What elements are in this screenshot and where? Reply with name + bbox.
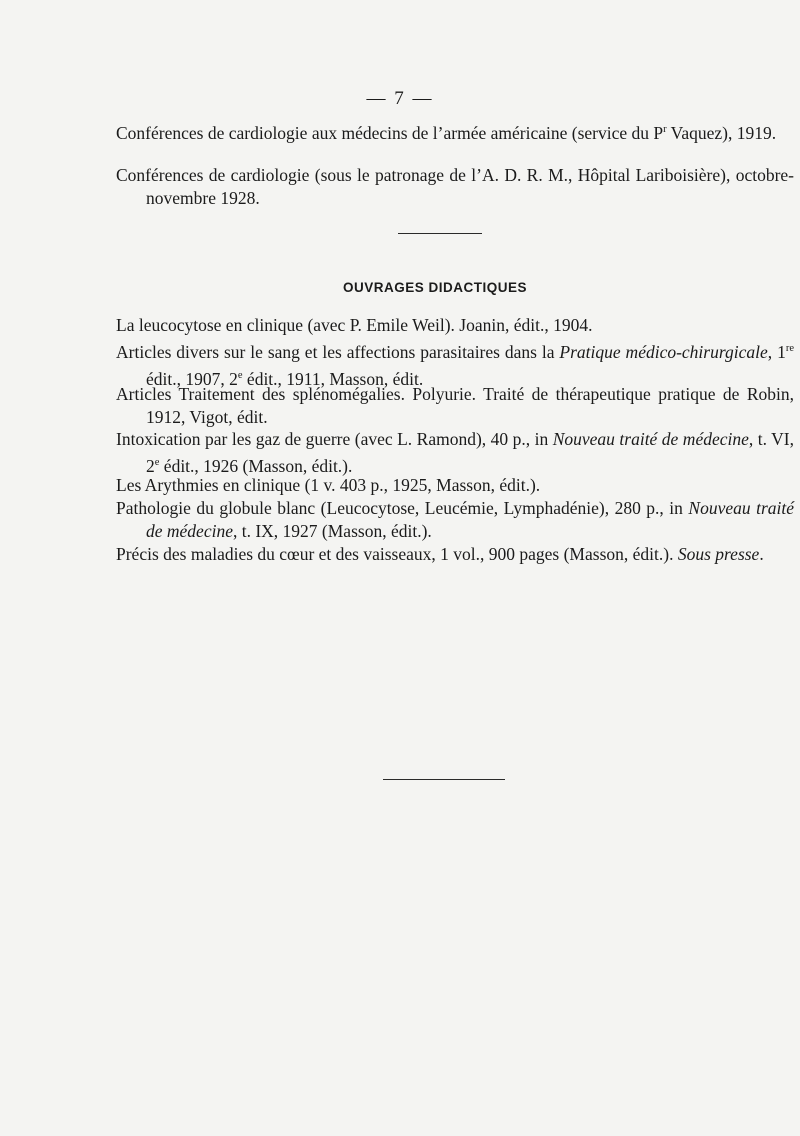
entry-text: La leucocytose en clinique (avec P. Emile Weil). Joanin, édit., 1904. (116, 315, 593, 335)
work-entry-4 (116, 428, 794, 478)
italic-title: Nouveau traité de médecine (146, 498, 794, 541)
entry-text: , 1 (767, 341, 786, 362)
entry-text: Pathologie du globule blanc (Leucocytose, Leucémie, Lymphadénie), 280 p., in (116, 498, 689, 518)
italic-title: Pratique médico-chirurgicale (559, 341, 768, 362)
entry-text: . (759, 544, 764, 564)
conference-entry-2 (116, 164, 794, 210)
entry-text: Conférences de cardiologie (sous le patronage de l’A. D. R. M., Hôpital Lariboisière), octobre-novembre 1928. (116, 165, 794, 208)
work-entry-5 (116, 474, 794, 497)
section-title: OUVRAGES DIDACTIQUES (342, 280, 528, 295)
superscript: e (154, 457, 160, 468)
superscript: e (237, 369, 243, 381)
work-entry-6 (116, 497, 794, 543)
entry-text: Articles divers sur le sang et les affections parasitaires dans la (116, 341, 560, 362)
entry-text: édit., 1926 (Masson, édit.). (159, 455, 353, 476)
conference-entry-1 (116, 118, 794, 145)
italic-title: Sous presse (677, 544, 760, 564)
entry-text: Les Arythmies en clinique (1 v. 403 p., 1925, Masson, édit.). (116, 475, 541, 495)
entry-text: Conférences de cardiologie aux médecins de l’armée américaine (service du P (116, 122, 664, 143)
separator-rule-bottom (383, 779, 505, 780)
entry-text: Intoxication par les gaz de guerre (avec L. Ramond), 40 p., in (116, 429, 553, 449)
entry-text: édit., 1911, Masson, édit. (242, 368, 424, 389)
superscript: re (785, 343, 794, 354)
entry-text: Précis des maladies du cœur et des vaisseaux, 1 vol., 900 pages (Masson, édit.). (116, 544, 678, 564)
italic-title: Nouveau traité de médecine (552, 429, 749, 449)
page-number: — 7 — (366, 88, 434, 109)
work-entry-7 (116, 543, 794, 566)
superscript: r (663, 124, 667, 135)
entry-text: Articles Traitement des splénomégalies. Polyurie. Traité de thérapeutique pratique de Robin, 1912, Vigot, édit. (116, 384, 794, 427)
entry-text: édit., 1907, 2 (146, 368, 238, 389)
work-entry-1 (116, 314, 794, 337)
separator-rule-top (398, 233, 482, 234)
entry-text: Vaquez), 1919. (666, 122, 777, 143)
entry-text: , t. VI, 2 (146, 429, 794, 476)
entry-text: , t. IX, 1927 (Masson, édit.). (232, 521, 432, 541)
work-entry-3 (116, 383, 794, 429)
